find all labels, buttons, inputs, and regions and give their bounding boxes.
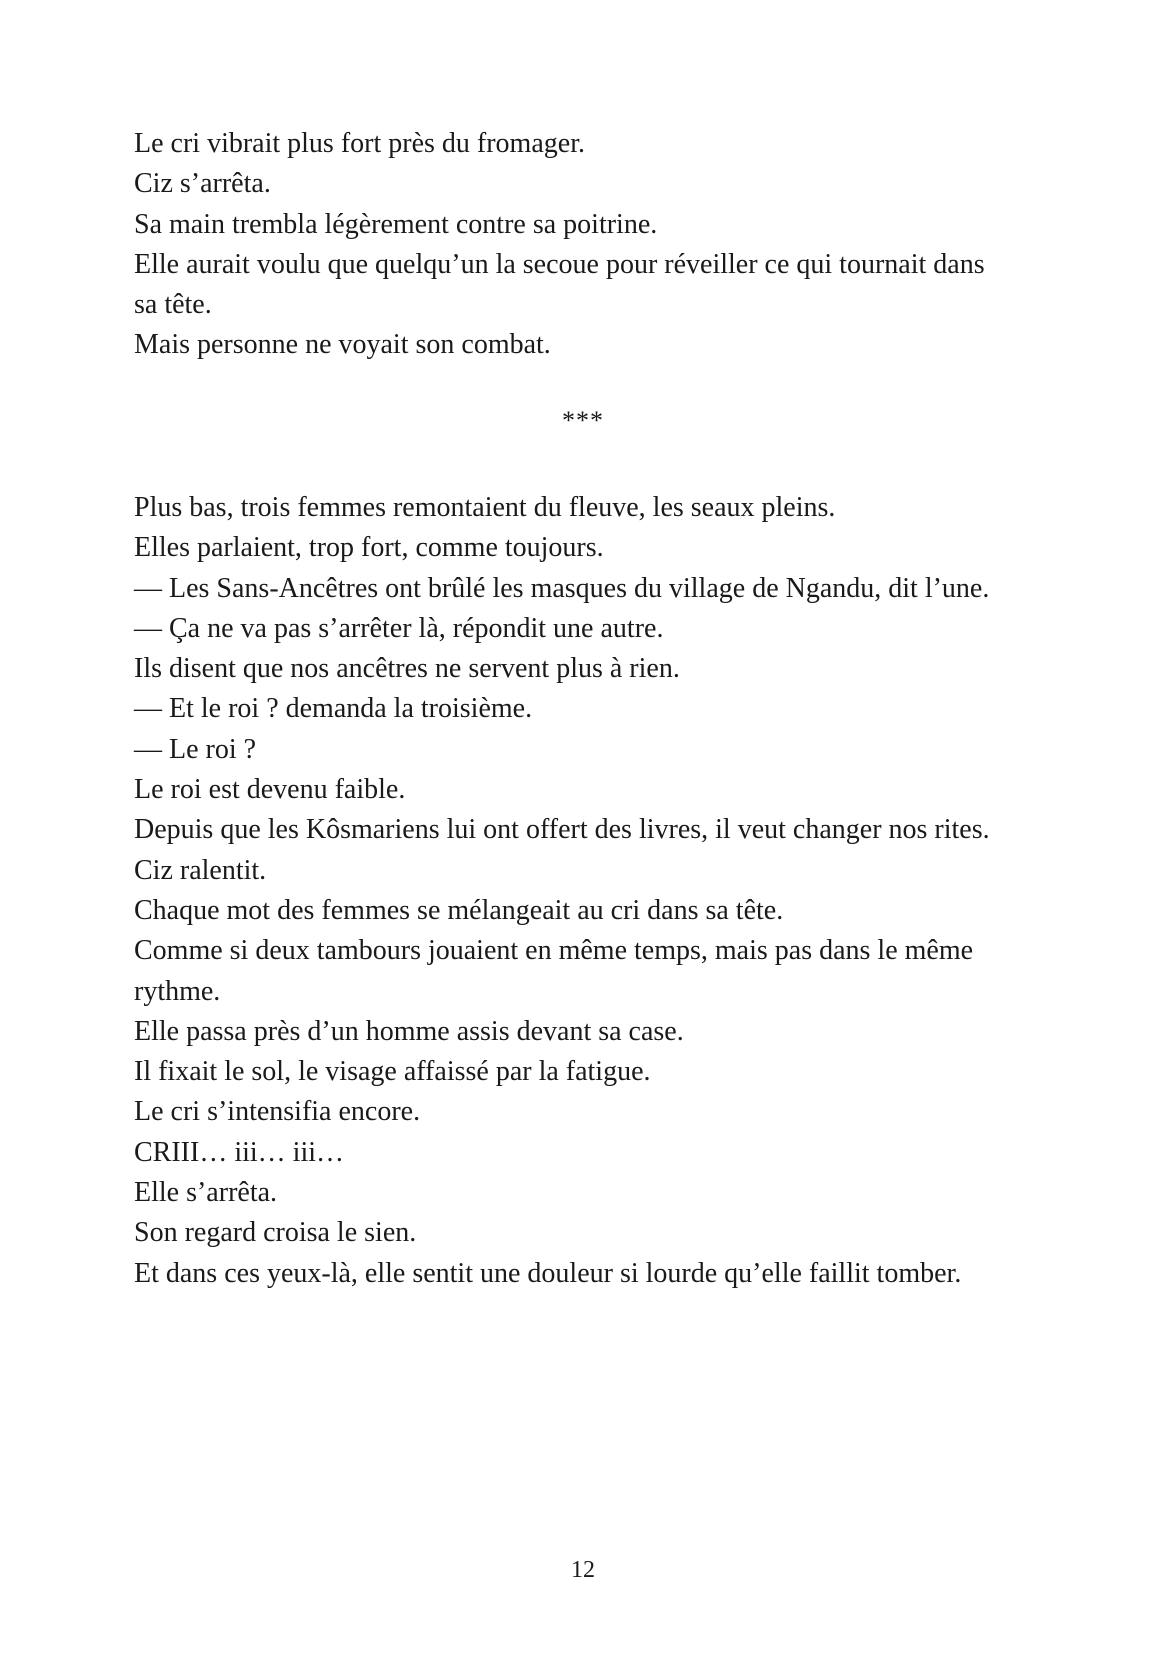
- paragraph-line: Elle passa près d’un homme assis devant sa case.: [134, 1015, 684, 1047]
- paragraph-line: Et dans ces yeux-là, elle sentit une douleur si lourde qu’elle faillit tomber.: [134, 1257, 962, 1289]
- paragraph-line: Son regard croisa le sien.: [134, 1217, 417, 1249]
- paragraph-line: Elle aurait voulu que quelqu’un la secoue pour réveiller ce qui tournait dans sa tête.: [134, 248, 985, 321]
- paragraph-line: Ciz s’arrêta.: [134, 168, 271, 200]
- dialogue-line: — Le roi ?: [134, 733, 257, 765]
- paragraph-line: Depuis que les Kôsmariens lui ont offert des livres, il veut changer nos rites.: [134, 814, 990, 846]
- paragraph-line: Ciz ralentit.: [134, 854, 267, 886]
- section-1-text: [134, 124, 1014, 366]
- dialogue-line: — Ça ne va pas s’arrêter là, répondit une autre.: [134, 612, 664, 644]
- section-2-text: [134, 488, 1014, 1294]
- paragraph-line: Le cri vibrait plus fort près du fromager.: [134, 128, 585, 159]
- paragraph-line: Elles parlaient, trop fort, comme toujours.: [134, 532, 604, 564]
- page-number: 12: [571, 1557, 595, 1583]
- paragraph-line: Ils disent que nos ancêtres ne servent plus à rien.: [134, 653, 680, 685]
- dialogue-line: — Et le roi ? demanda la troisième.: [134, 693, 533, 725]
- paragraph-line: Plus bas, trois femmes remontaient du fleuve, les seaux pleins.: [134, 492, 836, 523]
- paragraph-line: Mais personne ne voyait son combat.: [134, 329, 551, 361]
- paragraph-line: Elle s’arrêta.: [134, 1177, 278, 1209]
- paragraph-line: Comme si deux tambours jouaient en même temps, mais pas dans le même rythme.: [134, 935, 974, 1007]
- paragraph-line: Sa main trembla légèrement contre sa poitrine.: [134, 208, 658, 240]
- paragraph-line: Le cri s’intensifia encore.: [134, 1096, 421, 1128]
- paragraph-line: CRIII… iii… iii…: [134, 1136, 344, 1168]
- scene-break-separator: ***: [562, 406, 604, 435]
- paragraph-line: Il fixait le sol, le visage affaissé par la fatigue.: [134, 1056, 651, 1088]
- dialogue-line: — Les Sans-Ancêtres ont brûlé les masques du village de Ngandu, dit l’une.: [134, 572, 990, 604]
- paragraph-line: Chaque mot des femmes se mélangeait au cri dans sa tête.: [134, 894, 784, 926]
- paragraph-line: Le roi est devenu faible.: [134, 774, 406, 806]
